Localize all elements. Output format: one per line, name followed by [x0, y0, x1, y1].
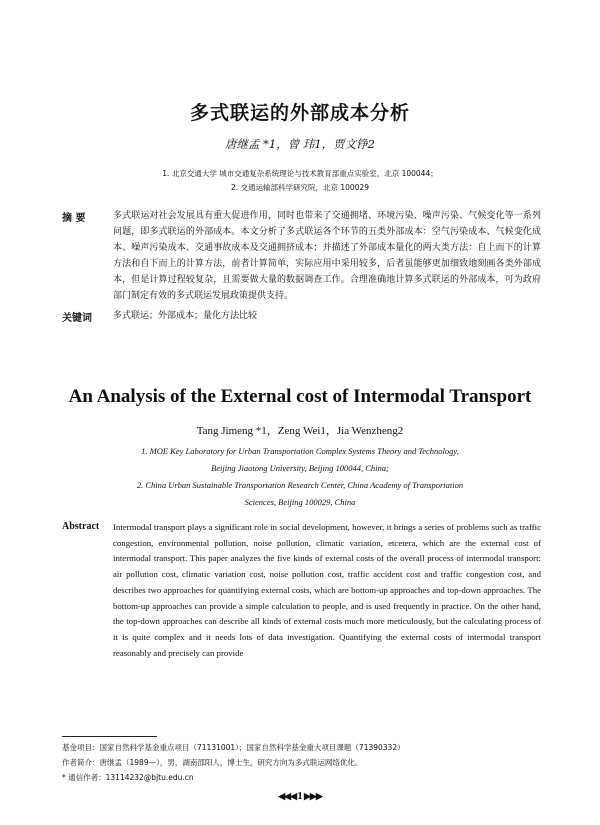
english-affiliation-2-line-1: 2. China Urban Sustainable Transportation Research Center, China Academy of Transportation	[136, 480, 464, 490]
footnote-divider	[62, 736, 157, 737]
english-authors: Tang Jimeng *1，Zeng Wei1，Jia Wenzheng2	[196, 425, 404, 437]
english-affiliation-2-line-2: Sciences, Beijing 100029, China	[244, 497, 356, 507]
page-number-footer	[0, 790, 600, 802]
english-abstract: Intermodal transport plays a significant role in social development, however, it brings a series of problems such as traffic congestion, environmental pollution, noise pollution, climatic variation, etcetera, which are the external cost of intermodal transport. This paper analyzes the five kinds of external costs of the overall process of intermodal transport: air pollution cost, climatic variation cost, noise pollution cost, traffic accident cost and traffic congestion cost, and describes two approaches for quantifying external costs, which are bottom-up approaches and top-down approaches. The bottom-up approaches can provide a simple calculation to people, and is used frequently in practice. On the other hand, the top-down approaches can describe all kinds of external costs much more meticulously, but the calculating process of it is quite complex and it needs lots of data investigation. Quantifying the external costs of intermodal transport reasonably and precisely can provide	[113, 522, 541, 658]
ornament-left-icon: ◀◀◀	[278, 791, 298, 801]
chinese-affiliation-2: 2. 交通运输部科学研究院，北京 100029	[230, 183, 370, 192]
footnote-fund: 基金项目：国家自然科学基金重点项目（71131001）；国家自然科学基金重大项目课题（71390332）	[62, 743, 405, 752]
footnote-correspondence: * 通信作者：13114232@bjtu.edu.cn	[62, 773, 194, 782]
english-affiliation-1-line-2: Beijing Jiaotong University, Beijing 100044, China;	[211, 463, 389, 473]
english-affiliation-1-line-1: 1. MOE Key Laboratory for Urban Transportation Complex Systems Theory and Technology,	[141, 446, 459, 456]
chinese-authors: 唐继孟 *1，曾 玮1，贾文铮2	[224, 137, 375, 151]
chinese-abstract-label: 摘 要	[62, 213, 86, 224]
chinese-affiliation-1: 1. 北京交通大学 城市交通复杂系统理论与技术教育部重点实验室，北京 100044；	[162, 169, 438, 178]
footnote-author: 作者简介：唐继孟（1989—），男，湖南邵阳人，博士生，研究方向为多式联运网络优化。	[62, 758, 363, 767]
page-number: 1	[297, 790, 303, 802]
english-abstract-label: Abstract	[62, 521, 100, 532]
chinese-abstract: 多式联运对社会发展具有重大促进作用，同时也带来了交通拥堵、环境污染、噪声污染、气候变化等一系列问题，即多式联运的外部成本。本文分析了多式联运各个环节的五类外部成本：空气污染成本、气候变化成本、噪声污染成本、交通事故成本及交通拥挤成本；并描述了外部成本量化的两大类方法：自上而下的计算方法和自下而上的计算方法，前者计算简单，实际应用中采用较多，后者虽能够更加细致地刻画各类外部成本，但是计算过程较复杂，且需要做大量的数据调查工作。合理准确地计算多式联运的外部成本，可为政府部门制定有效的多式联运发展政策提供支持。	[113, 211, 541, 301]
ornament-right-icon: ▶▶▶	[302, 791, 322, 801]
english-title: An Analysis of the External cost of Intermodal Transport	[68, 386, 532, 407]
chinese-keywords-label: 关键词	[62, 313, 92, 324]
chinese-title: 多式联运的外部成本分析	[189, 102, 410, 124]
chinese-keywords: 多式联运；外部成本；量化方法比较	[113, 311, 258, 321]
